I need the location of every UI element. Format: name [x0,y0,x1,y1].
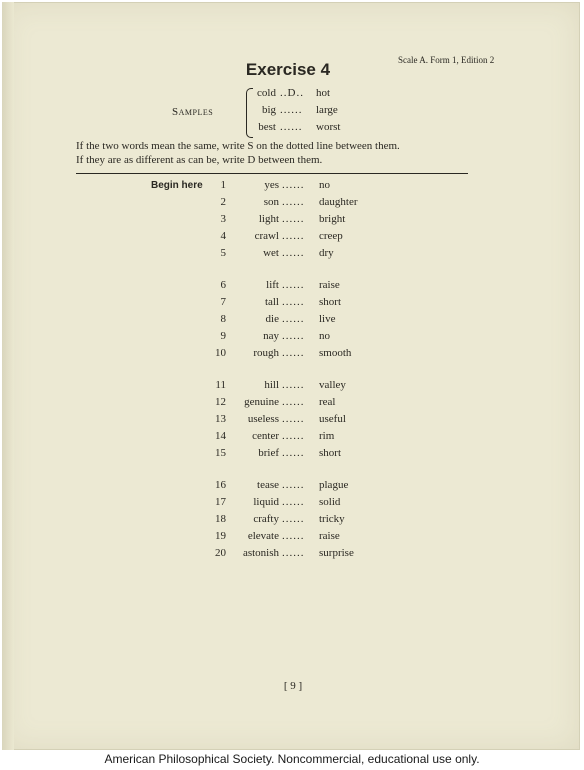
item-row-4 [2,230,584,246]
item-answer-line[interactable]: ...... [282,496,305,508]
item-number: 2 [220,196,226,208]
item-answer-line[interactable]: ...... [282,196,305,208]
scale-form-note: Scale A. Form 1, Edition 2 [398,55,495,65]
item-number: 9 [220,330,226,342]
item-left-word: tease [257,479,279,491]
item-right-word: valley [319,379,346,391]
item-left-word: nay [263,330,279,342]
sample-3-left: best [258,121,276,133]
item-left-word: hill [264,379,279,391]
item-answer-line[interactable]: ...... [282,347,305,359]
item-number: 7 [220,296,226,308]
item-row-5 [2,247,584,263]
item-answer-line[interactable]: ...... [282,430,305,442]
item-row-10 [2,347,584,363]
item-right-word: surprise [319,547,354,559]
item-left-word: useless [247,413,279,425]
item-left-word: yes [264,179,279,191]
samples-label: Samples [172,106,214,118]
item-left-word: liquid [253,496,279,508]
item-row-1 [2,179,584,195]
item-left-word: rough [253,347,279,359]
item-row-14 [2,430,584,446]
item-answer-line[interactable]: ...... [282,296,305,308]
sample-1-mark: ..D.. [280,87,304,99]
item-answer-line[interactable]: ...... [282,330,305,342]
item-left-word: die [265,313,279,325]
item-right-word: short [319,296,341,308]
divider-rule [76,173,468,174]
item-row-18 [2,513,584,529]
sample-2-right: large [316,104,338,116]
item-number: 19 [215,530,226,542]
item-right-word: useful [319,413,346,425]
item-answer-line[interactable]: ...... [282,547,305,559]
item-answer-line[interactable]: ...... [282,279,305,291]
sample-2-mark: ...... [280,104,303,116]
item-right-word: bright [319,213,346,225]
item-right-word: no [319,179,330,191]
item-answer-line[interactable]: ...... [282,230,305,242]
item-answer-line[interactable]: ...... [282,213,305,225]
item-row-3 [2,213,584,229]
item-right-word: creep [319,230,343,242]
item-right-word: dry [319,247,334,259]
item-row-6 [2,279,584,295]
sample-3-right: worst [316,121,341,133]
sample-3-mark: ...... [280,121,303,133]
item-row-16 [2,479,584,495]
item-left-word: light [258,213,279,225]
archive-footer-notice: American Philosophical Society. Noncommercial, educational use only. [104,752,480,766]
item-left-word: crawl [254,230,279,242]
item-number: 10 [215,347,226,359]
item-right-word: raise [319,279,340,291]
item-answer-line[interactable]: ...... [282,396,305,408]
item-number: 18 [215,513,226,525]
exercise-title: Exercise 4 [245,60,331,79]
item-number: 1 [220,179,226,191]
item-number: 3 [220,213,226,225]
item-left-word: astonish [242,547,279,559]
item-left-word: center [252,430,279,442]
item-answer-line[interactable]: ...... [282,530,305,542]
sample-2-left: big [261,104,276,116]
item-row-11 [2,379,584,395]
item-answer-line[interactable]: ...... [282,479,305,491]
item-left-word: tall [264,296,279,308]
item-row-2 [2,196,584,212]
item-number: 6 [220,279,226,291]
item-row-7 [2,296,584,312]
item-answer-line[interactable]: ...... [282,513,305,525]
item-number: 13 [215,413,226,425]
item-row-9 [2,330,584,346]
page-number: [ 9 ] [283,680,303,692]
item-answer-line[interactable]: ...... [282,379,305,391]
item-row-17 [2,496,584,512]
item-row-19 [2,530,584,546]
item-right-word: smooth [319,347,352,359]
item-number: 4 [220,230,226,242]
begin-here-label: Begin here [151,180,203,191]
item-number: 16 [215,479,226,491]
instruction-line-1: If the two words mean the same, write S on the dotted line between them. [76,140,400,152]
item-right-word: real [319,396,336,408]
item-right-word: short [319,447,341,459]
page-binding-edge [2,2,14,750]
item-answer-line[interactable]: ...... [282,179,305,191]
item-answer-line[interactable]: ...... [282,447,305,459]
item-left-word: crafty [253,513,279,525]
item-row-12 [2,396,584,412]
item-number: 15 [215,447,226,459]
item-left-word: brief [258,447,279,459]
item-left-word: lift [266,279,279,291]
item-number: 11 [215,379,226,391]
item-right-word: live [319,313,336,325]
item-left-word: wet [263,247,279,259]
scanned-page [2,2,580,750]
item-row-20 [2,547,584,563]
item-right-word: rim [319,430,335,442]
item-right-word: tricky [319,513,345,525]
item-left-word: elevate [247,530,279,542]
sample-1-right: hot [316,87,331,99]
sample-1-left: cold [257,87,276,99]
item-right-word: plague [319,479,349,491]
item-number: 20 [215,547,226,559]
item-right-word: raise [319,530,340,542]
item-right-word: daughter [319,196,358,208]
item-row-13 [2,413,584,429]
item-number: 5 [220,247,226,259]
item-right-word: solid [319,496,341,508]
item-number: 14 [215,430,226,442]
item-left-word: genuine [244,396,279,408]
item-left-word: son [263,196,279,208]
item-number: 12 [215,396,226,408]
item-answer-line[interactable]: ...... [282,247,305,259]
item-answer-line[interactable]: ...... [282,413,305,425]
item-row-8 [2,313,584,329]
item-number: 8 [220,313,226,325]
instruction-line-2: If they are as different as can be, write D between them. [76,154,323,166]
item-answer-line[interactable]: ...... [282,313,305,325]
item-right-word: no [319,330,330,342]
item-row-15 [2,447,584,463]
item-number: 17 [215,496,226,508]
